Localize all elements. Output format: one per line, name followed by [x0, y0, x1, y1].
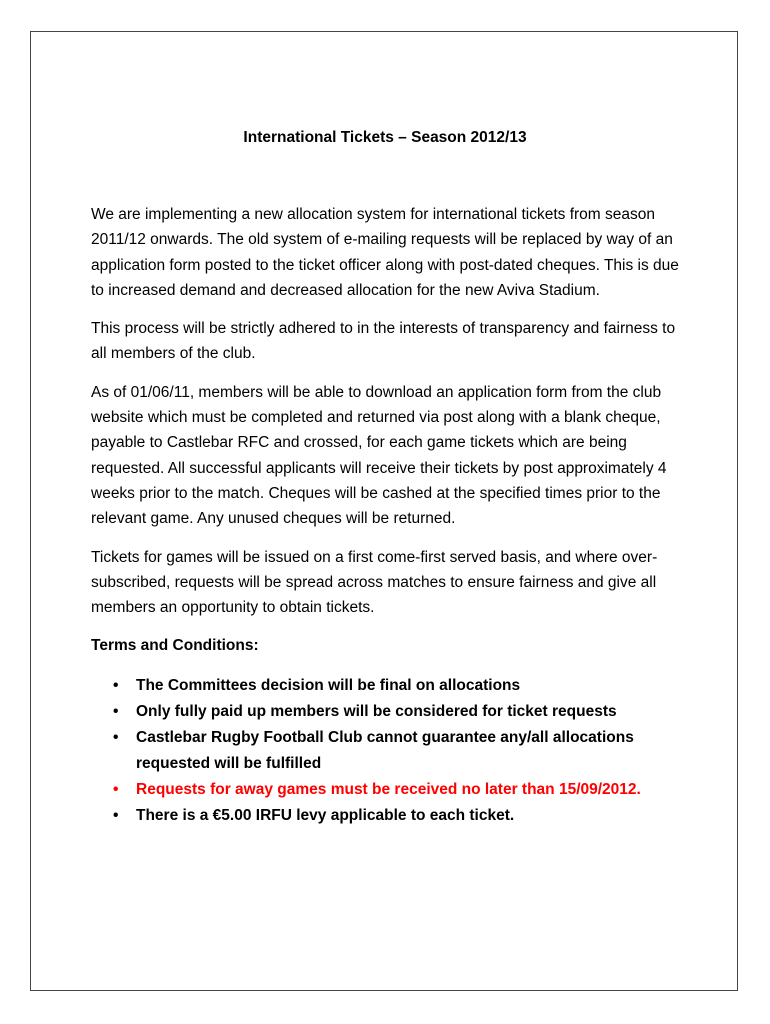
- terms-heading: Terms and Conditions:: [91, 637, 259, 655]
- terms-item: [91, 673, 691, 698]
- terms-item: [91, 699, 691, 724]
- document-title: International Tickets – Season 2012/13: [243, 129, 527, 146]
- bullet-icon: •: [113, 780, 119, 798]
- bullet-icon: •: [113, 703, 119, 721]
- paragraph-application: As of 01/06/11, members will be able to download an application form from the club website which must be completed and returned via post along with a blank cheque, payable to Castlebar RFC and crossed, for each game tickets which are being requested. All successful applicants will receive their tickets by post approximately 4 weeks prior to the match. Cheques will be cashed at the specified times prior to the relevant game. Any unused cheques will be returned.: [91, 383, 667, 528]
- paragraph-allocation: Tickets for games will be issued on a first come-first served basis, and where over-subscribed, requests will be spread across matches to ensure fairness and give all members an opportunity to obtain tickets.: [91, 548, 658, 617]
- document-body: [91, 202, 691, 830]
- bullet-icon: •: [113, 676, 119, 694]
- paragraph-process: This process will be strictly adhered to in the interests of transparency and fairness to all members of the club.: [91, 320, 676, 363]
- terms-item-text: Only fully paid up members will be considered for ticket requests: [136, 703, 617, 721]
- terms-item: [91, 725, 691, 776]
- bullet-icon: •: [113, 729, 119, 747]
- bullet-icon: •: [113, 807, 119, 825]
- terms-list: [91, 673, 691, 829]
- terms-item-deadline: [91, 777, 691, 802]
- terms-item-text: The Committees decision will be final on allocations: [136, 676, 521, 694]
- paragraph-intro: We are implementing a new allocation system for international tickets from season 2011/12 onwards. The old system of e-mailing requests will be replaced by way of an application form posted to the ticket officer along with post-dated cheques. This is due to increased demand and decreased allocation for the new Aviva Stadium.: [91, 206, 679, 299]
- terms-item-text: Castlebar Rugby Football Club cannot guarantee any/all allocations requested will be fulfilled: [136, 729, 634, 772]
- terms-item-text: There is a €5.00 IRFU levy applicable to each ticket.: [136, 807, 515, 825]
- terms-item-text: Requests for away games must be received no later than 15/09/2012.: [136, 780, 641, 798]
- terms-item: [91, 803, 691, 828]
